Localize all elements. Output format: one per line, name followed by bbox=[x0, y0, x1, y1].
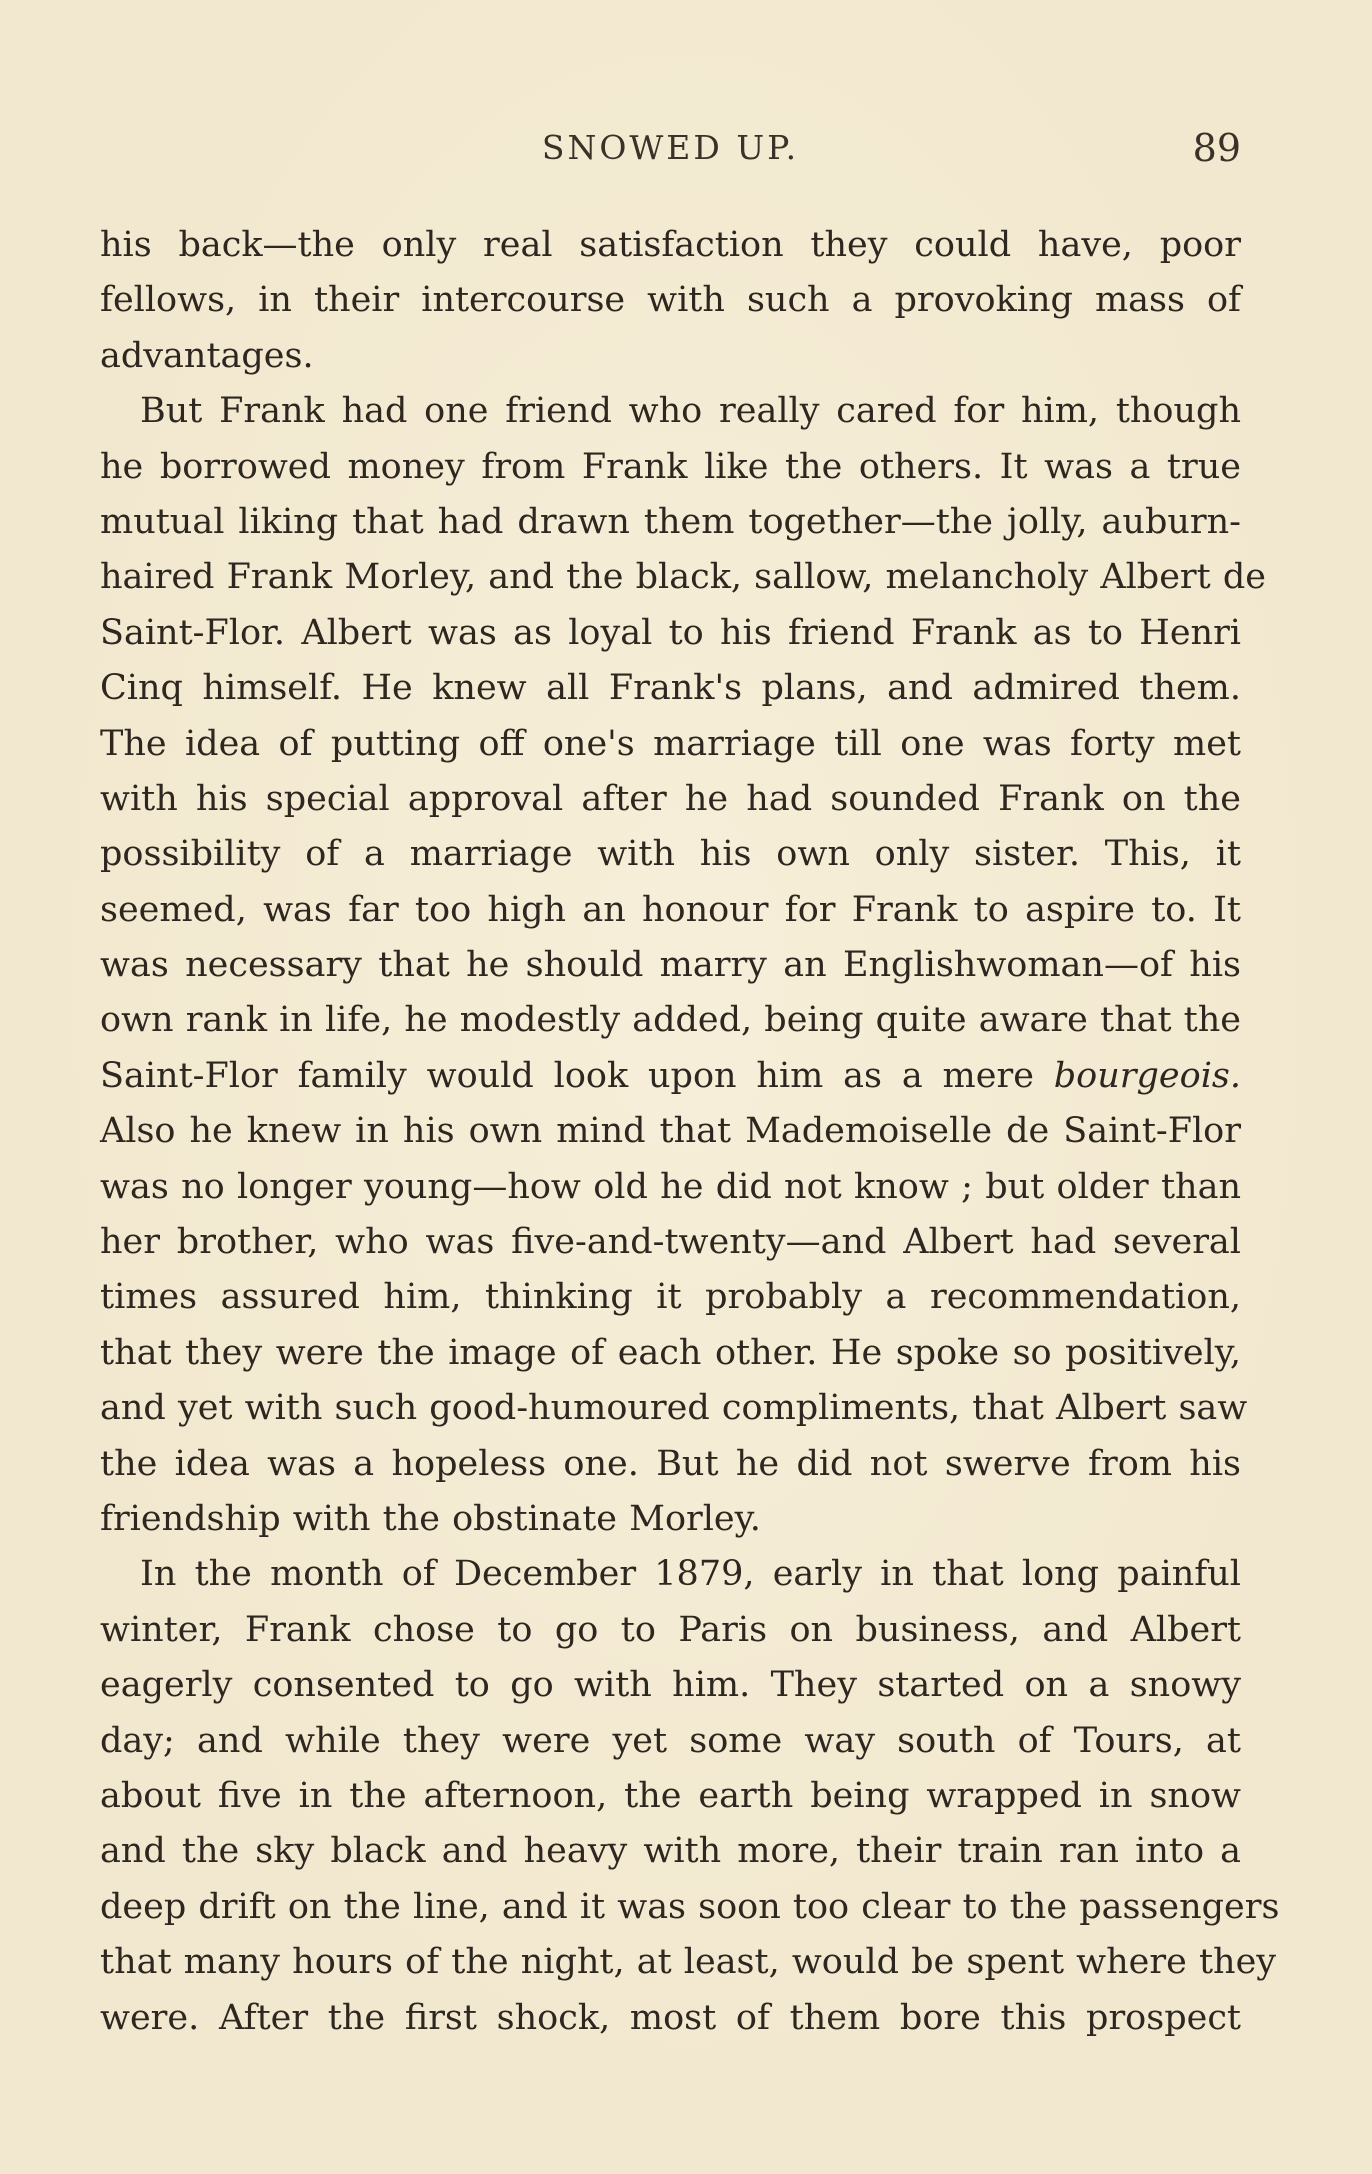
text-line: Saint-Flor. Albert was as loyal to his friend Frank as to Henri bbox=[100, 612, 1241, 653]
text-line: Also he knew in his own mind that Mademoiselle de Saint-Flor bbox=[100, 1111, 1241, 1152]
text-line: advantages. bbox=[100, 335, 314, 376]
text-line: fellows, in their intercourse with such a provoking mass of bbox=[100, 280, 1241, 321]
text-line: day; and while they were yet some way south of Tours, at bbox=[100, 1720, 1241, 1761]
text-line: In the month of December 1879, early in that long painful bbox=[140, 1554, 1241, 1595]
text-line: But Frank had one friend who really cared for him, though bbox=[140, 391, 1241, 432]
text-line: winter, Frank chose to go to Paris on business, and Albert bbox=[100, 1609, 1241, 1650]
text-line: that many hours of the night, at least, would be spent where they bbox=[100, 1942, 1277, 1983]
running-head bbox=[100, 128, 1241, 178]
text-line: he borrowed money from Frank like the others. It was a true bbox=[100, 446, 1241, 487]
text-line-part: Saint-Flor family would look upon him as a mere bbox=[100, 1055, 1034, 1096]
text-line: that they were the image of each other. He spoke so positively, bbox=[100, 1332, 1241, 1373]
text-line: was necessary that he should marry an Englishwoman—of his bbox=[100, 945, 1241, 986]
text-line: were. After the first shock, most of them bore this prospect bbox=[100, 1997, 1241, 2038]
text-line: about five in the afternoon, the earth being wrapped in snow bbox=[100, 1775, 1241, 1816]
italic-word: bourgeois. bbox=[1053, 1055, 1241, 1096]
running-title: SNOWED UP. bbox=[541, 128, 800, 167]
text-line: and the sky black and heavy with more, their train ran into a bbox=[100, 1831, 1241, 1872]
text-line: friendship with the obstinate Morley. bbox=[100, 1498, 761, 1539]
text-line: possibility of a marriage with his own only sister. This, it bbox=[100, 834, 1241, 875]
text-line: The idea of putting off one's marriage till one was forty met bbox=[100, 723, 1241, 764]
text-line: the idea was a hopeless one. But he did not swerve from his bbox=[100, 1443, 1241, 1484]
text-line: times assured him, thinking it probably a recommendation, bbox=[100, 1277, 1241, 1318]
page-number: 89 bbox=[1192, 126, 1241, 170]
text-line: seemed, was far too high an honour for Frank to aspire to. It bbox=[100, 889, 1241, 930]
text-line: her brother, who was five-and-twenty—and Albert had several bbox=[100, 1222, 1241, 1263]
text-line: haired Frank Morley, and the black, sallow, melancholy Albert de bbox=[100, 557, 1266, 598]
text-line: was no longer young—how old he did not know ; but older than bbox=[100, 1166, 1241, 1207]
text-line: his back—the only real satisfaction they could have, poor bbox=[100, 225, 1241, 265]
text-line: and yet with such good-humoured compliments, that Albert saw bbox=[100, 1388, 1248, 1429]
text-line: deep drift on the line, and it was soon too clear to the passengers bbox=[100, 1886, 1280, 1927]
text-line: eagerly consented to go with him. They started on a snowy bbox=[100, 1665, 1241, 1706]
text-line-with-italic bbox=[100, 1049, 1241, 1104]
text-line: with his special approval after he had sounded Frank on the bbox=[100, 778, 1241, 819]
text-line: own rank in life, he modestly added, being quite aware that the bbox=[100, 1000, 1241, 1041]
body-text bbox=[100, 218, 1280, 2046]
text-line: Cinq himself. He knew all Frank's plans, and admired them. bbox=[100, 668, 1241, 709]
text-line: mutual liking that had drawn them together—the jolly, auburn- bbox=[100, 501, 1241, 542]
